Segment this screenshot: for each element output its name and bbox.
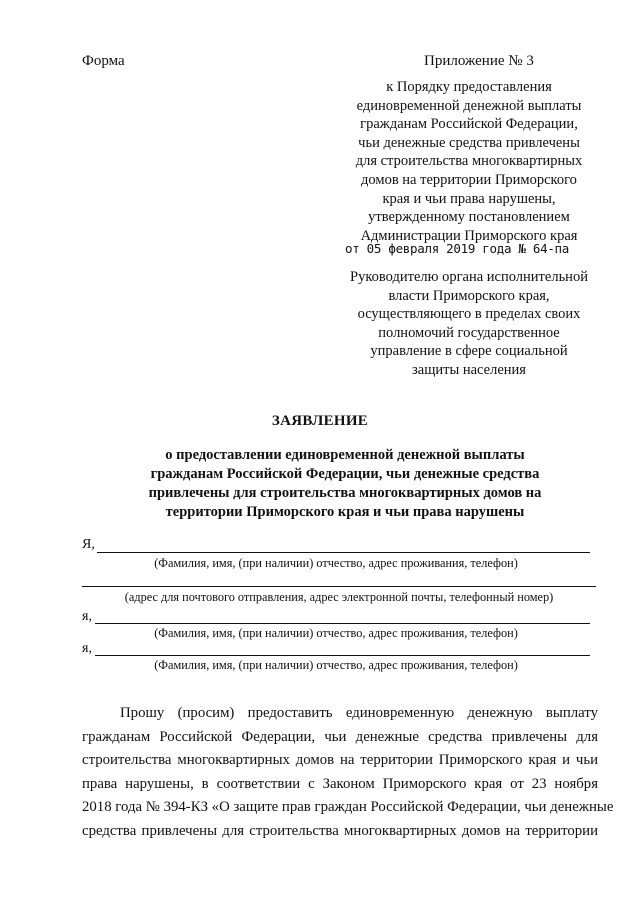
coapplicant-name-line[interactable]: [95, 655, 590, 656]
coapplicant-prefix: я,: [82, 641, 92, 656]
appendix-line: Администрации Приморского края: [360, 227, 578, 244]
appendix-line: чьи денежные средства привлечены: [358, 134, 580, 151]
applicant-name-line[interactable]: [97, 552, 590, 553]
coapplicant-name-line[interactable]: [95, 623, 590, 624]
postal-address-line[interactable]: [82, 586, 596, 587]
document-subtitle: [110, 446, 580, 522]
addressee-line: власти Приморского края,: [388, 287, 550, 304]
appendix-line: домов на территории Приморского: [361, 171, 577, 188]
subtitle-line: о предоставлении единовременной денежной выплаты: [165, 447, 525, 463]
body-line: гражданам Российской Федерации, чьи денежные средства привлечены для: [82, 728, 598, 745]
addressee-line: полномочий государственное: [378, 324, 560, 341]
addressee-line: защиты населения: [412, 361, 526, 378]
body-line: Прошу (просим) предоставить единовременную денежную выплату: [120, 705, 598, 721]
form-label: Форма: [82, 53, 125, 69]
appendix-line: единовременной денежной выплаты: [356, 97, 582, 114]
body-line: 2018 года № 394-КЗ «О защите прав граждан Российской Федерации, чьи денежные: [82, 799, 614, 815]
appendix-number: Приложение № 3: [424, 53, 534, 69]
appendix-reference: [330, 78, 608, 245]
body-line: права нарушены, в соответствии с Законом Приморского края от 23 ноября: [82, 775, 598, 792]
field-caption: (Фамилия, имя, (при наличии) отчество, адрес проживания, телефон): [154, 556, 518, 570]
appendix-line: края и чьи права нарушены,: [382, 190, 556, 207]
addressee-line: управление в сфере социальной: [370, 343, 568, 360]
field-caption: (адрес для почтового отправления, адрес электронной почты, телефонный номер): [124, 590, 554, 604]
subtitle-line: привлечены для строительства многоквартирных домов на: [148, 485, 542, 501]
resolution-stamp: от 05 февраля 2019 года № 64-па: [345, 241, 569, 256]
appendix-line: гражданам Российской Федерации,: [360, 116, 578, 133]
appendix-line: к Порядку предоставления: [386, 79, 552, 95]
addressee-line: Руководителю органа исполнительной: [350, 269, 588, 285]
field-caption: (Фамилия, имя, (при наличии) отчество, адрес проживания, телефон): [154, 658, 518, 672]
appendix-line: для строительства многоквартирных: [355, 153, 583, 170]
applicant-prefix: Я,: [82, 537, 95, 552]
body-line: средства привлечены для строительства многоквартирных домов на территории: [82, 822, 598, 839]
addressee-block: [330, 268, 608, 380]
document-title: ЗАЯВЛЕНИЕ: [271, 413, 369, 429]
coapplicant-prefix: я,: [82, 609, 92, 624]
subtitle-line: гражданам Российской Федерации, чьи денежные средства: [150, 466, 540, 482]
appendix-line: утвержденному постановлением: [368, 209, 570, 226]
subtitle-line: территории Приморского края и чьи права нарушены: [165, 504, 525, 520]
body-line: строительства многоквартирных домов на территории Приморского края и чьи: [82, 752, 598, 768]
field-caption: (Фамилия, имя, (при наличии) отчество, адрес проживания, телефон): [154, 626, 518, 640]
request-paragraph: [82, 702, 614, 843]
addressee-line: осуществляющего в пределах своих: [357, 306, 581, 323]
